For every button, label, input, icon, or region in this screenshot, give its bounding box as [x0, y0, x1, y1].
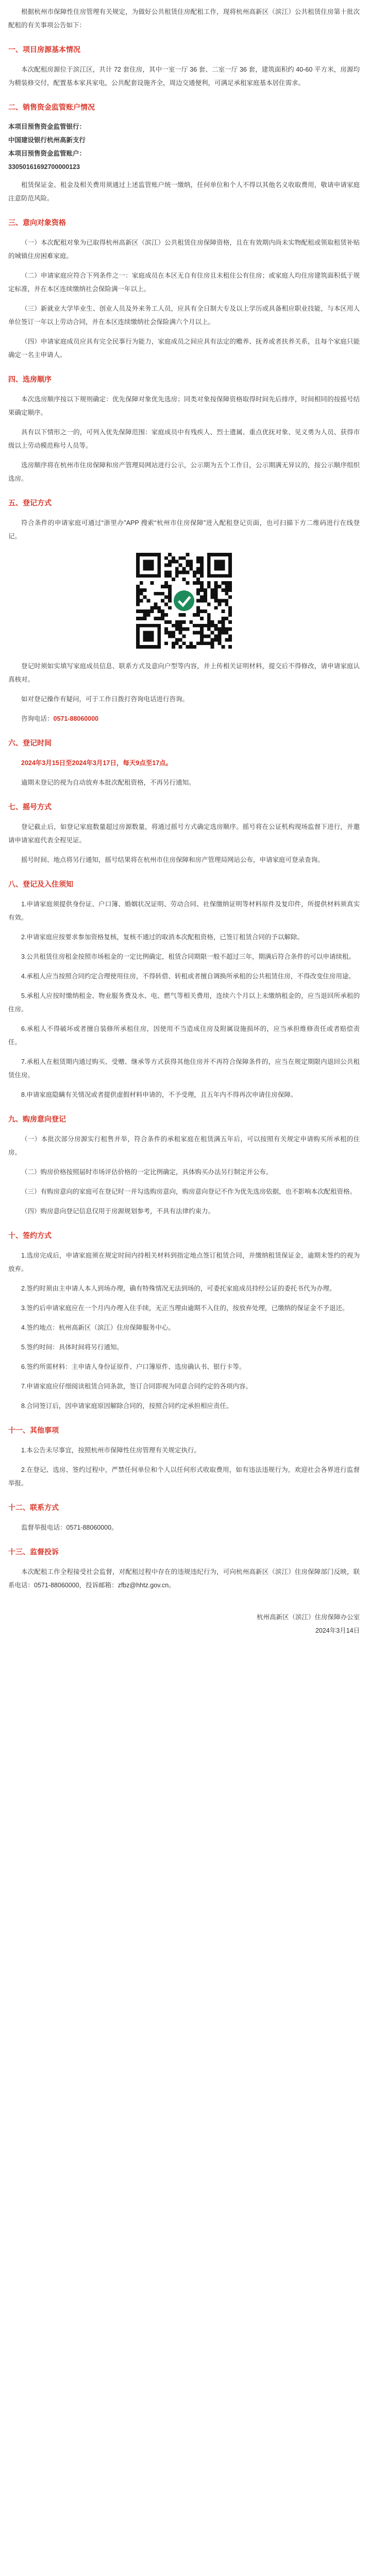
- s9-item: （四）购房意向登记信息仅用于房源规划参考，不具有法律约束力。: [21, 1208, 215, 1215]
- s8-item: 6.承租人不得破坏或者擅自装修所承租住房，因使用不当造成住房及附属设施损坏的，应当承担维修责任或者赔偿责任。: [8, 1025, 360, 1046]
- s4-para: 选房顺序将在杭州市住房保障和房产管理局网站进行公示，公示期为五个工作日，公示期满无异议的，按公示顺序组织选房。: [8, 462, 360, 482]
- section-title-8: 八、登记及入住须知: [8, 880, 73, 888]
- s8-item: 2.申请家庭应按要求参加资格复核，复核不通过的取消本次配租资格，已签订租赁合同的予以解除。: [21, 934, 304, 941]
- s8-item: 1.申请家庭须提供身份证、户口簿、婚姻状况证明、劳动合同、社保缴纳证明等材料原件及复印件，所提供材料须真实有效。: [8, 901, 360, 921]
- section-title-10: 十、签约方式: [8, 1231, 52, 1240]
- s9-item: （三）有购房意向的家庭可在登记时一并勾选购房意向，购房意向登记不作为优先选房依据，也不影响本次配租资格。: [21, 1188, 357, 1195]
- intro-paragraph: 根据杭州市保障性住房管理有关规定，为做好公共租赁住房配租工作，现将杭州高新区（滨江）公共租赁住房第十批次配租的有关事项公告如下：: [8, 8, 360, 29]
- qr-code-block[interactable]: [132, 549, 236, 652]
- s10-item: 7.申请家庭应仔细阅读租赁合同条款，签订合同即视为同意合同约定的各项内容。: [21, 1383, 252, 1390]
- s8-item: 7.承租人在租赁期内通过购买、受赠、继承等方式获得其他住房并不再符合保障条件的，应当在规定期限内退回公共租赁住房。: [8, 1058, 360, 1079]
- issuing-organization: 杭州高新区（滨江）住房保障办公室: [256, 1614, 360, 1621]
- s7-para: 登记截止后，如登记家庭数量超过房源数量，将通过摇号方式确定选房顺序。摇号将在公证机构现场监督下进行，并邀请申请家庭代表全程见证。: [8, 823, 360, 844]
- s8-item: 8.申请家庭隐瞒有关情况或者提供虚假材料申请的，不予受理，且五年内不得再次申请住房保障。: [21, 1091, 297, 1098]
- s10-item: 5.签约时间：具体时间将另行通知。: [21, 1344, 123, 1351]
- registration-time-value: 2024年3月15日至2024年3月17日，每天9点至17点。: [21, 759, 173, 767]
- s10-item: 1.选房完成后，申请家庭须在规定时间内持相关材料到指定地点签订租赁合同，并缴纳租赁保证金，逾期未签约的视为放弃。: [8, 1252, 360, 1273]
- escrow-bank-label: 本项目预售资金监管银行：: [8, 123, 86, 130]
- s10-item: 4.签约地点：杭州高新区（滨江）住房保障服务中心。: [21, 1324, 175, 1331]
- s3-para: （二）申请家庭应符合下列条件之一：家庭成员在本区无自有住房且未租住公有住房；或家庭人均住房建筑面积低于规定标准，并在本区连续缴纳社会保险满一年以上。: [8, 272, 360, 293]
- s3-para: （三）新就业大学毕业生、创业人员及外来务工人员，应具有全日制大专及以上学历或具备相应职业技能，与本区用人单位签订一年以上劳动合同，并在本区连续缴纳社会保险满六个月以上。: [8, 305, 360, 326]
- s11-item: 2.在登记、选房、签约过程中，严禁任何单位和个人以任何形式收取费用，如有违法违规行为，欢迎社会各界进行监督举报。: [8, 1466, 360, 1487]
- section-title-4: 四、选房顺序: [8, 375, 52, 383]
- consult-phone-number[interactable]: 0571-88060000: [53, 715, 99, 722]
- s8-item: 4.承租人应当按照合同约定合理使用住房，不得转借、转租或者擅自调换所承租的公共租赁住房，不得改变住房用途。: [21, 973, 355, 980]
- s10-item: 2.签约时须由主申请人本人到场办理，确有特殊情况无法到场的，可委托家庭成员持经公证的委托书代为办理。: [21, 1285, 336, 1292]
- escrow-account-number: 33050161692700000123: [8, 163, 80, 171]
- s11-item: 1.本公告未尽事宜，按照杭州市保障性住房管理有关规定执行。: [21, 1447, 200, 1454]
- s9-item: （二）购房价格按照届时市场评估价格的一定比例确定，具体购买办法另行制定并公布。: [21, 1168, 273, 1176]
- consult-phone-line: [8, 712, 360, 725]
- section-title-7: 七、摇号方式: [8, 803, 52, 811]
- s12-item: 监督举报电话：0571-88060000。: [21, 1524, 118, 1531]
- issue-date: 2024年3月14日: [315, 1627, 360, 1634]
- section-title-2: 二、销售资金监管账户情况: [8, 103, 95, 111]
- s8-item: 3.公共租赁住房租金按照市场租金的一定比例确定，租赁合同期限一般不超过三年，期满后符合条件的可以申请续租。: [21, 953, 355, 960]
- s9-item: （一）本批次部分房源实行租售并举，符合条件的承租家庭在租赁满五年后，可以按照有关规定申请购买所承租的住房。: [8, 1136, 360, 1156]
- escrow-account-label: 本项目预售资金监管账户：: [8, 150, 86, 157]
- section-title-1: 一、项目房源基本情况: [8, 45, 80, 54]
- section-title-5: 五、登记方式: [8, 499, 52, 507]
- s7-para: 摇号时间、地点将另行通知，摇号结果将在杭州市住房保障和房产管理局网站公布，申请家庭可登录查询。: [21, 856, 324, 863]
- registration-time: [8, 756, 360, 770]
- s4-para: 具有以下情形之一的，可列入优先保障范围：家庭成员中有残疾人、烈士遗属、重点优抚对象、见义勇为人员、获得市级以上劳动模范称号人员等。: [8, 429, 360, 449]
- s3-para: （四）申请家庭成员应具有完全民事行为能力，家庭成员之间应具有法定的赡养、抚养或者扶养关系，且每个家庭只能确定一名主申请人。: [8, 338, 360, 359]
- s3-para: （一）本次配租对象为已取得杭州高新区（滨江）公共租赁住房保障资格，且在有效期内尚未实物配租或领取租赁补贴的城镇住房困难家庭。: [8, 239, 360, 260]
- section-title-11: 十一、其他事项: [8, 1426, 59, 1434]
- s8-item: 5.承租人应按时缴纳租金、物业服务费及水、电、燃气等相关费用，连续六个月以上未缴纳租金的，应当退回所承租的住房。: [8, 992, 360, 1013]
- s4-para: 本次选房顺序按以下规则确定：优先保障对象优先选房；同类对象按保障资格取得时间先后排序，时间相同的按摇号结果确定顺序。: [8, 396, 360, 416]
- s10-item: 3.签约后申请家庭应在一个月内办理入住手续，无正当理由逾期不入住的，按放弃处理，已缴纳的保证金不予退还。: [21, 1304, 349, 1312]
- s10-item: 8.合同签订后，因申请家庭原因解除合同的，按照合同约定承担相应责任。: [21, 1402, 233, 1410]
- section-title-13: 十三、监督投诉: [8, 1548, 59, 1556]
- section-title-6: 六、登记时间: [8, 739, 52, 747]
- s6-note: 逾期未登记的视为自动放弃本批次配租资格，不再另行通知。: [21, 779, 195, 786]
- escrow-bank-name: 中国建设银行杭州高新支行: [8, 137, 86, 144]
- section-title-12: 十二、联系方式: [8, 1503, 59, 1512]
- s5-para: 如对登记操作有疑问，可于工作日拨打咨询电话进行咨询。: [21, 696, 189, 703]
- s1-body: 本次配租房源位于滨江区，共计 72 套住房，其中一室一厅 36 套、二室一厅 36 套，建筑面积约 40-60 平方米，房源均为精装修交付，配置基本家具家电，公共配套设施齐全，周边交通便利，可满足承租家庭基本居住需求。: [8, 66, 360, 87]
- s2-note: 租赁保证金、租金及相关费用须通过上述监管账户统一缴纳，任何单位和个人不得以其他名义收取费用，敬请申请家庭注意防范风险。: [8, 181, 360, 202]
- section-title-3: 三、意向对象资格: [8, 218, 66, 227]
- consult-phone-label: 咨询电话：: [21, 715, 54, 722]
- section-title-9: 九、购房意向登记: [8, 1115, 66, 1123]
- s5-para: 符合条件的申请家庭可通过“浙里办”APP 搜索“杭州市住房保障”进入配租登记页面，也可扫描下方二维码进行在线登记。: [8, 519, 360, 540]
- qr-code-icon[interactable]: [132, 549, 236, 652]
- s5-para: 登记时须如实填写家庭成员信息、联系方式及意向户型等内容，并上传相关证明材料，提交后不得修改，请申请家庭认真核对。: [8, 663, 360, 683]
- s13-item: 本次配租工作全程接受社会监督，对配租过程中存在的违规违纪行为，可向杭州高新区（滨江）住房保障部门反映，联系电话：0571-88060000，投诉邮箱：zfbz@hhtz.gov.cn。: [8, 1568, 360, 1589]
- s10-item: 6.签约所需材料：主申请人身份证原件、户口簿原件、选房确认书、银行卡等。: [21, 1363, 246, 1370]
